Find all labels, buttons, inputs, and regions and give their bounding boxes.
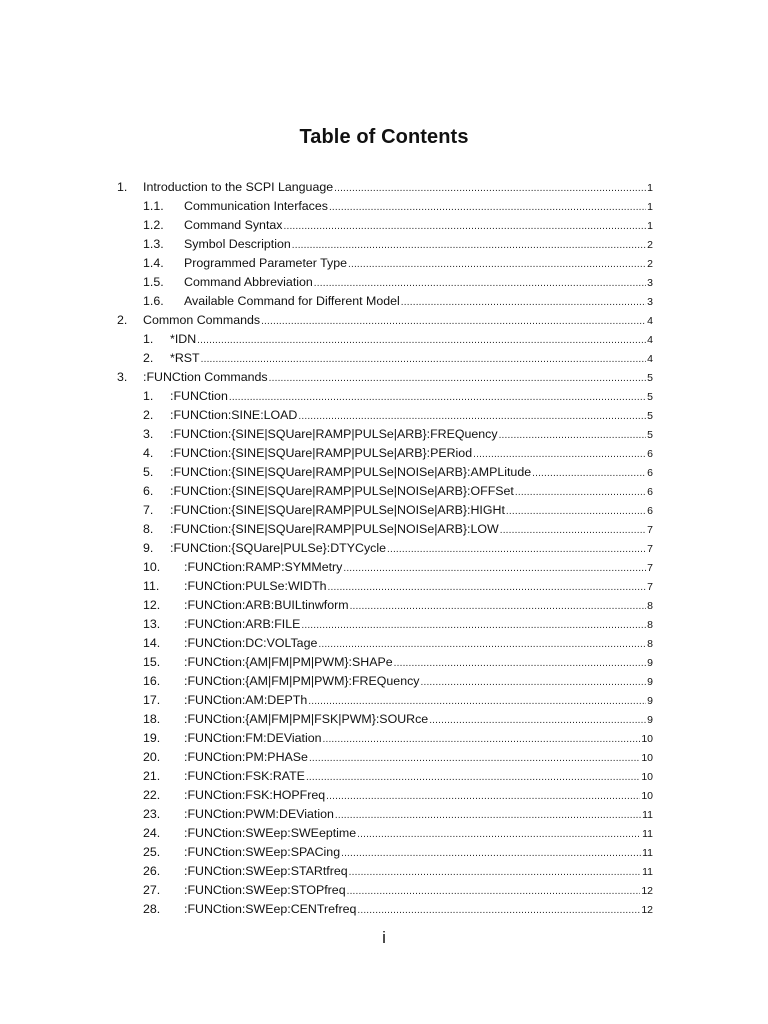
toc-entry-page[interactable]: 1: [647, 220, 653, 232]
toc-entry-number: 15.: [143, 655, 161, 669]
toc-entry-line: [184, 634, 653, 654]
toc-entry[interactable]: [0, 197, 768, 216]
toc-entry-number: 21.: [143, 769, 161, 783]
toc-entry-page[interactable]: 2: [647, 258, 653, 270]
toc-entry-number: 1.1.: [143, 199, 164, 213]
dot-leader: [292, 236, 646, 255]
toc-entry-line: [184, 615, 653, 635]
toc-entry-line: [184, 292, 653, 312]
toc-entry-line: [184, 254, 653, 274]
toc-entry-title[interactable]: :FUNCtion:RAMP:SYMMetry: [184, 560, 343, 574]
toc-entry-page[interactable]: 11: [642, 828, 653, 840]
toc-entry-line: [170, 387, 653, 407]
dot-leader: [348, 255, 646, 274]
toc-entry-line: [170, 444, 653, 464]
toc-entry-page[interactable]: 5: [647, 372, 653, 384]
toc-entry-line: [184, 596, 653, 616]
toc-entry-number: 14.: [143, 636, 161, 650]
toc-entry[interactable]: [0, 292, 768, 311]
toc-entry-page[interactable]: 3: [647, 277, 653, 289]
toc-entry-title[interactable]: :FUNCtion:ARB:BUILtinwform: [184, 598, 349, 612]
page-title: Table of Contents: [299, 126, 469, 148]
toc-entry[interactable]: [0, 805, 768, 824]
toc-entry-line: [184, 710, 653, 730]
toc-entry-number: 3.: [143, 427, 154, 441]
toc-entry-number: 1.: [143, 332, 154, 346]
toc-entry-page[interactable]: 8: [647, 600, 653, 612]
toc-entry[interactable]: [0, 881, 768, 900]
toc-entry-title[interactable]: :FUNCtion:AM:DEPTh: [184, 693, 308, 707]
toc-entry[interactable]: [0, 406, 768, 425]
toc-entry-title[interactable]: :FUNCtion:{SINE|SQUare|RAMP|PULSe|ARB}:PERiod: [170, 446, 473, 460]
dot-leader: [335, 806, 641, 825]
toc-entry[interactable]: [0, 710, 768, 729]
toc-entry-page[interactable]: 5: [647, 391, 653, 403]
toc-entry-title[interactable]: :FUNCtion:SWEep:SWEeptime: [184, 826, 357, 840]
toc-entry-page[interactable]: 9: [647, 657, 653, 669]
toc-entry-line: [170, 501, 653, 521]
page-number-footer: i: [382, 928, 386, 947]
toc-entry-number: 1.: [117, 180, 128, 194]
toc-entry[interactable]: [0, 615, 768, 634]
toc-entry-title[interactable]: :FUNCtion:{AM|FM|PM|PWM}:SHAPe: [184, 655, 393, 669]
toc-entry[interactable]: [0, 691, 768, 710]
dot-leader: [309, 749, 640, 768]
toc-entry-line: [143, 368, 653, 388]
toc-entry[interactable]: [0, 178, 768, 197]
toc-entry[interactable]: [0, 577, 768, 596]
toc-entry-line: [184, 862, 653, 882]
toc-entry-number: 1.5.: [143, 275, 164, 289]
toc-entry-title[interactable]: :FUNCtion:PWM:DEViation: [184, 807, 334, 821]
toc-entry-number: 27.: [143, 883, 161, 897]
dot-leader: [329, 198, 646, 217]
toc-entry[interactable]: [0, 368, 768, 387]
toc-entry-page[interactable]: 4: [647, 353, 653, 365]
dot-leader: [229, 388, 646, 407]
toc-entry-number: 24.: [143, 826, 161, 840]
toc-entry-number: 7.: [143, 503, 154, 517]
toc-entry[interactable]: [0, 330, 768, 349]
toc-entry-number: 9.: [143, 541, 154, 555]
toc-entry-title[interactable]: :FUNCtion:SWEep:SPACing: [184, 845, 341, 859]
toc-entry-line: [184, 197, 653, 217]
toc-entry[interactable]: [0, 843, 768, 862]
dot-leader: [350, 597, 647, 616]
toc-entry-title[interactable]: Common Commands: [143, 313, 261, 327]
dot-leader: [347, 882, 641, 901]
toc-entry[interactable]: [0, 425, 768, 444]
dot-leader: [394, 654, 647, 673]
toc-entry-title[interactable]: :FUNCtion:{SQUare|PULSe}:DTYCycle: [170, 541, 386, 555]
dot-leader: [334, 179, 646, 198]
toc-entry-title[interactable]: Programmed Parameter Type: [184, 256, 347, 270]
toc-entry-line: [170, 406, 653, 426]
toc-entry-number: 2.: [143, 408, 154, 422]
toc-entry-line: [170, 539, 653, 559]
toc-entry-line: [184, 558, 653, 578]
toc-entry-page[interactable]: 11: [642, 809, 653, 821]
toc-entry-page[interactable]: 7: [647, 581, 653, 593]
dot-leader: [308, 692, 646, 711]
toc-entry-line: [184, 767, 653, 787]
toc-entry-page[interactable]: 9: [647, 676, 653, 688]
toc-entry[interactable]: [0, 273, 768, 292]
dot-leader: [401, 293, 646, 312]
toc-entry-number: 18.: [143, 712, 161, 726]
toc-entry-line: [143, 311, 653, 331]
toc-entry-number: 12.: [143, 598, 161, 612]
toc-entry-title[interactable]: :FUNCtion Commands: [143, 370, 268, 384]
toc-entry-title[interactable]: :FUNCtion:SWEep:STOPfreq: [184, 883, 346, 897]
dot-leader: [343, 559, 646, 578]
toc-entry-line: [184, 216, 653, 236]
toc-entry-title[interactable]: :FUNCtion:FSK:RATE: [184, 769, 305, 783]
dot-leader: [269, 369, 647, 388]
toc-entry[interactable]: [0, 539, 768, 558]
toc-entry-number: 11.: [143, 579, 160, 593]
dot-leader: [500, 521, 646, 540]
toc-entry-number: 25.: [143, 845, 161, 859]
toc-entry-line: [184, 273, 653, 293]
toc-entry-number: 8.: [143, 522, 154, 536]
toc-entry-line: [184, 577, 653, 597]
dot-leader: [420, 673, 646, 692]
toc-entry[interactable]: [0, 596, 768, 615]
toc-entry-line: [170, 520, 653, 540]
toc-entry-title[interactable]: :FUNCtion:{SINE|SQUare|RAMP|PULSe|NOISe|ARB}:OFFSet: [170, 484, 514, 498]
dot-leader: [357, 825, 641, 844]
toc-entry-title[interactable]: :FUNCtion:SWEep:STARtfreq: [184, 864, 348, 878]
toc-entry-number: 10.: [143, 560, 161, 574]
toc-entry-number: 26.: [143, 864, 161, 878]
toc-entry-page[interactable]: 7: [647, 524, 653, 536]
toc-entry-page[interactable]: 9: [647, 695, 653, 707]
toc-entry-number: 4.: [143, 446, 154, 460]
toc-entry-page[interactable]: 3: [647, 296, 653, 308]
dot-leader: [201, 350, 647, 369]
toc-entry-number: 17.: [143, 693, 161, 707]
toc-entry-page[interactable]: 4: [647, 334, 653, 346]
toc-entry-title[interactable]: :FUNCtion:{AM|FM|PM|PWM}:FREQuency: [184, 674, 420, 688]
dot-leader: [429, 711, 646, 730]
toc-entry-number: 6.: [143, 484, 154, 498]
toc-entry[interactable]: [0, 558, 768, 577]
toc-entry-line: [170, 482, 653, 502]
toc-entry-page[interactable]: 5: [647, 410, 653, 422]
dot-leader: [322, 730, 640, 749]
toc-entry[interactable]: [0, 235, 768, 254]
toc-entry-line: [170, 425, 653, 445]
toc-entry-page[interactable]: 7: [647, 543, 653, 555]
dot-leader: [515, 483, 646, 502]
toc-entry-line: [184, 691, 653, 711]
dot-leader: [326, 787, 640, 806]
dot-leader: [506, 502, 646, 521]
toc-entry-line: [184, 786, 653, 806]
toc-entry-page[interactable]: 4: [647, 315, 653, 327]
toc-entry[interactable]: [0, 254, 768, 273]
toc-entry[interactable]: [0, 349, 768, 368]
toc-entry-line: [170, 330, 653, 350]
toc-entry-title[interactable]: Command Abbreviation: [184, 275, 313, 289]
toc-entry-line: [184, 748, 653, 768]
dot-leader: [283, 217, 646, 236]
toc-entry-page[interactable]: 1: [647, 201, 653, 213]
toc-entry-title[interactable]: :FUNCtion:SINE:LOAD: [170, 408, 298, 422]
toc-entry-title[interactable]: Symbol Description: [184, 237, 291, 251]
toc-entry[interactable]: [0, 786, 768, 805]
dot-leader: [318, 635, 646, 654]
toc-entry-title[interactable]: :FUNCtion:{SINE|SQUare|RAMP|PULSe|NOISe|ARB}:AMPLitude: [170, 465, 532, 479]
toc-entry-title[interactable]: Introduction to the SCPI Language: [143, 180, 334, 194]
toc-entry-title[interactable]: Communication Interfaces: [184, 199, 328, 213]
toc-entry-number: 19.: [143, 731, 161, 745]
toc-entry-number: 28.: [143, 902, 161, 916]
toc-entry[interactable]: [0, 463, 768, 482]
toc-entry-page[interactable]: 6: [647, 448, 653, 460]
dot-leader: [298, 407, 646, 426]
toc-entry-page[interactable]: 2: [647, 239, 653, 251]
toc-entry-title[interactable]: :FUNCtion:{SINE|SQUare|RAMP|PULSe|NOISe|ARB}:HIGHt: [170, 503, 505, 517]
toc-entry[interactable]: [0, 482, 768, 501]
toc-entry[interactable]: [0, 862, 768, 881]
toc-entry-number: 2.: [143, 351, 154, 365]
dot-leader: [261, 312, 646, 331]
toc-entry-line: [143, 178, 653, 198]
toc-entry[interactable]: [0, 900, 768, 919]
toc-entry[interactable]: [0, 634, 768, 653]
toc-entry[interactable]: [0, 501, 768, 520]
dot-leader: [387, 540, 646, 559]
toc-entry-page[interactable]: 10: [641, 790, 653, 802]
toc-entry-line: [184, 881, 653, 901]
toc-entry[interactable]: [0, 216, 768, 235]
toc-entry-number: 1.2.: [143, 218, 164, 232]
dot-leader: [197, 331, 646, 350]
toc-entry-title[interactable]: :FUNCtion:DC:VOLTage: [184, 636, 318, 650]
toc-entry-page[interactable]: 10: [641, 733, 653, 745]
toc-entry-number: 20.: [143, 750, 161, 764]
toc-entry-number: 23.: [143, 807, 161, 821]
toc-entry[interactable]: [0, 672, 768, 691]
toc-entry-number: 1.: [143, 389, 154, 403]
table-of-contents: [0, 178, 768, 919]
toc-entry[interactable]: [0, 311, 768, 330]
toc-entry-title[interactable]: Command Syntax: [184, 218, 283, 232]
toc-entry-page[interactable]: 8: [647, 619, 653, 631]
dot-leader: [357, 901, 640, 920]
toc-entry-page[interactable]: 5: [647, 429, 653, 441]
toc-entry-line: [184, 900, 653, 920]
toc-entry-title[interactable]: *IDN: [170, 332, 197, 346]
toc-entry-line: [184, 672, 653, 692]
toc-entry-title[interactable]: :FUNCtion:PULSe:WIDTh: [184, 579, 327, 593]
toc-entry-number: 1.4.: [143, 256, 164, 270]
toc-entry-number: 3.: [117, 370, 128, 384]
dot-leader: [328, 578, 647, 597]
toc-entry-number: 1.3.: [143, 237, 164, 251]
dot-leader: [341, 844, 641, 863]
toc-entry-line: [184, 653, 653, 673]
toc-entry-number: 22.: [143, 788, 161, 802]
toc-entry-number: 5.: [143, 465, 154, 479]
toc-entry-page[interactable]: 6: [647, 486, 653, 498]
toc-entry-page[interactable]: 11: [642, 866, 653, 878]
toc-entry-page[interactable]: 11: [642, 847, 653, 859]
dot-leader: [473, 445, 646, 464]
toc-entry-page[interactable]: 6: [647, 467, 653, 479]
dot-leader: [499, 426, 647, 445]
toc-entry-title[interactable]: *RST: [170, 351, 200, 365]
toc-entry[interactable]: [0, 387, 768, 406]
toc-entry-line: [184, 824, 653, 844]
toc-entry[interactable]: [0, 520, 768, 539]
toc-entry-line: [184, 843, 653, 863]
toc-entry-title[interactable]: :FUNCtion:FM:DEViation: [184, 731, 322, 745]
toc-entry-number: 13.: [143, 617, 161, 631]
dot-leader: [301, 616, 646, 635]
toc-entry[interactable]: [0, 748, 768, 767]
toc-entry-page[interactable]: 10: [641, 752, 653, 764]
toc-entry-line: [184, 729, 653, 749]
toc-entry-line: [184, 235, 653, 255]
toc-entry-page[interactable]: 12: [641, 885, 653, 897]
toc-entry-title[interactable]: :FUNCtion:{SINE|SQUare|RAMP|PULSe|ARB}:FREQuency: [170, 427, 498, 441]
toc-entry-line: [170, 349, 653, 369]
toc-entry-title[interactable]: Available Command for Different Model: [184, 294, 400, 308]
toc-entry-page[interactable]: 9: [647, 714, 653, 726]
toc-entry[interactable]: [0, 653, 768, 672]
toc-entry-title[interactable]: :FUNCtion:PM:PHASe: [184, 750, 308, 764]
toc-entry[interactable]: [0, 444, 768, 463]
toc-entry-title[interactable]: :FUNCtion:FSK:HOPFreq: [184, 788, 326, 802]
toc-entry-line: [184, 805, 653, 825]
toc-entry-title[interactable]: :FUNCtion:SWEep:CENTrefreq: [184, 902, 357, 916]
toc-entry-page[interactable]: 1: [647, 182, 653, 194]
toc-entry-number: 16.: [143, 674, 161, 688]
toc-entry-title[interactable]: :FUNCtion: [170, 389, 228, 403]
toc-entry-number: 2.: [117, 313, 128, 327]
toc-entry-line: [170, 463, 653, 483]
dot-leader: [349, 863, 641, 882]
toc-entry[interactable]: [0, 767, 768, 786]
dot-leader: [314, 274, 646, 293]
toc-entry-page[interactable]: 7: [647, 562, 653, 574]
toc-entry[interactable]: [0, 729, 768, 748]
toc-entry-title[interactable]: :FUNCtion:{AM|FM|PM|FSK|PWM}:SOURce: [184, 712, 429, 726]
dot-leader: [306, 768, 640, 787]
toc-entry-title[interactable]: :FUNCtion:{SINE|SQUare|RAMP|PULSe|NOISe|ARB}:LOW: [170, 522, 499, 536]
toc-entry-title[interactable]: :FUNCtion:ARB:FILE: [184, 617, 301, 631]
toc-entry[interactable]: [0, 824, 768, 843]
toc-entry-number: 1.6.: [143, 294, 164, 308]
toc-entry-page[interactable]: 6: [647, 505, 653, 517]
dot-leader: [532, 464, 646, 483]
toc-entry-page[interactable]: 10: [641, 771, 653, 783]
toc-entry-page[interactable]: 8: [647, 638, 653, 650]
toc-entry-page[interactable]: 12: [641, 904, 653, 916]
